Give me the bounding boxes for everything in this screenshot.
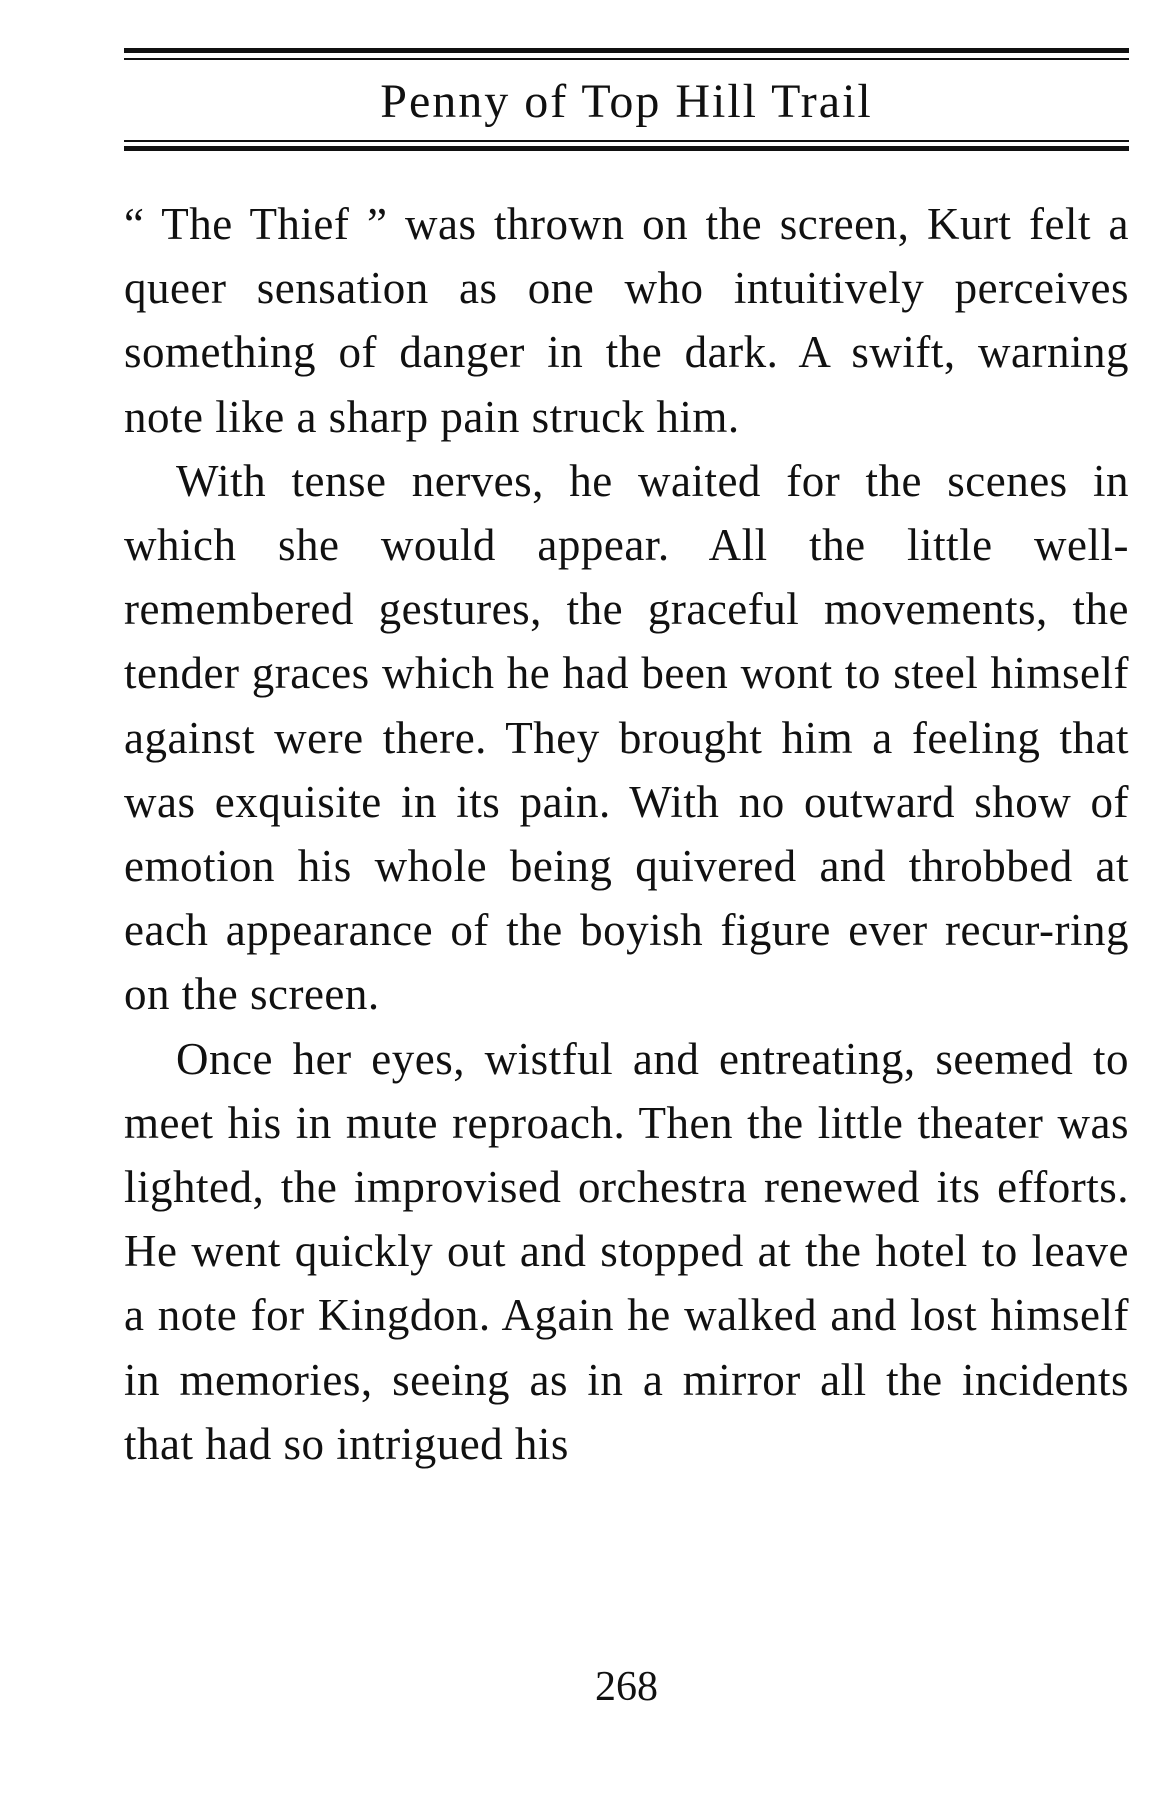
paragraph-2: With tense nerves, he waited for the scenes in which she would appear. All the little well-remembered gestures, the graceful movements, the tender graces which he had been wont to steel himself against were there. They brought him a feeling that was exquisite in its pain. With no outward show of emotion his whole being quivered and throbbed at each appearance of the boyish figure ever recur-ring on the screen. xyxy=(124,455,1129,1020)
header-rule-top-thin xyxy=(124,58,1129,60)
header-rule-top-thick xyxy=(124,48,1129,53)
paragraph-3: Once her eyes, wistful and entreating, seemed to meet his in mute reproach. Then the little theater was lighted, the improvised orchestra renewed its efforts. He went quickly out and stopped at the hotel to leave a note for Kingdon. Again he walked and lost himself in memories, seeing as in a mirror all the incidents that had so intrigued his xyxy=(124,1033,1129,1469)
header-rule-bottom-thin xyxy=(124,140,1129,142)
running-head: Penny of Top Hill Trail xyxy=(380,75,873,128)
header-rule-bottom-thick xyxy=(124,146,1129,151)
body-text xyxy=(124,192,1129,1476)
paragraph-1: “ The Thief ” was thrown on the screen, Kurt felt a queer sensation as one who intuitively perceives something of danger in the dark. A swift, warning note like a sharp pain struck him. xyxy=(124,199,1129,442)
page-number: 268 xyxy=(595,1664,658,1710)
